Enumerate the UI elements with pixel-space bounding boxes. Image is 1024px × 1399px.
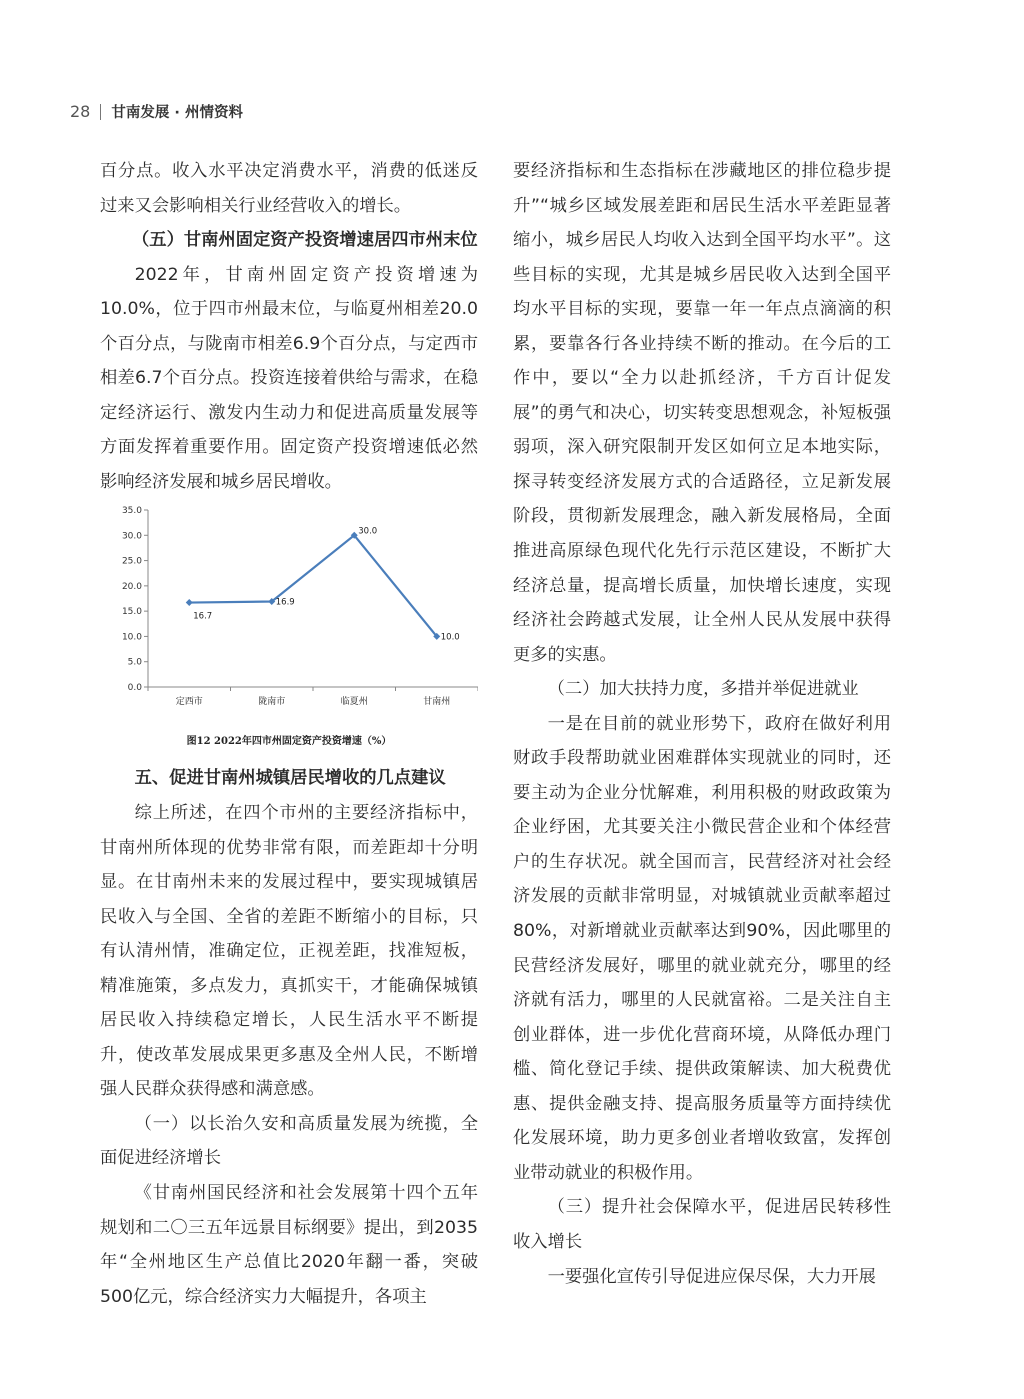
data-label: 16.7 xyxy=(193,612,213,623)
y-tick-label: 35.0 xyxy=(121,506,142,517)
data-label: 30.0 xyxy=(358,526,378,537)
chart-svg xyxy=(100,501,478,737)
left-column xyxy=(100,154,478,1314)
paragraph: 一要强化宣传引导促进应保尽保，大力开展 xyxy=(547,1266,876,1287)
series-line xyxy=(189,536,437,637)
data-label: 16.9 xyxy=(275,598,295,609)
line-chart xyxy=(100,501,478,759)
y-tick-label: 0.0 xyxy=(127,683,142,694)
x-tick-label: 临夏州 xyxy=(340,697,368,708)
paragraph: 《甘南州国民经济和社会发展第十四个五年规划和二〇三五年远景目标纲要》提出，到2035年“全州地区生产总值比2020年翻一番，突破500亿元，综合经济实力大幅提升，各项主 xyxy=(100,1183,478,1307)
paragraph: 要经济指标和生态指标在涉藏地区的排位稳步提升”“城乡区域发展差距和居民生活水平差距显著缩小，城乡居民人均收入达到全国平均水平”。这些目标的实现，尤其是城乡居民收入达到全国平均水平目标的实现，要靠一年一年点点滴滴的积累，要靠各行各业持续不断的推动。在今后的工作中，要以“全力以赴抓经济，千方百计促发展”的勇气和决心，切实转变思想观念，补短板强弱项，深入研究限制开发区如何立足本地实际，探寻转变经济发展方式的合适路径，立足新发展阶段，贯彻新发展理念，融入新发展格局，全面推进高原绿色现代化先行示范区建设，不断扩大经济总量，提高增长质量，加快增长速度，实现经济社会跨越式发展，让全州人民从发展中获得更多的实惠。 xyxy=(513,161,891,665)
y-tick-label: 25.0 xyxy=(121,557,142,568)
subsection-heading-1: （一）以长治久安和高质量发展为统揽，全面促进经济增长 xyxy=(100,1113,478,1169)
page-header xyxy=(70,101,243,122)
paragraph: 2022年，甘南州固定资产投资增速为10.0%，位于四市州最末位，与临夏州相差20.0个百分点，与陇南市相差6.9个百分点，与定西市相差6.7个百分点。投资连接着供给与需求，在稳定经济运行、激发内生动力和促进高质量发展等方面发挥着重要作用。固定资产投资增速低必然影响经济发展和城乡居民增收。 xyxy=(100,264,478,492)
subsection-heading-2: （二）加大扶持力度，多措并举促进就业 xyxy=(547,679,859,700)
x-tick-label: 定西市 xyxy=(175,697,203,708)
paragraph: 百分点。收入水平决定消费水平，消费的低迷反过来又会影响相关行业经营收入的增长。 xyxy=(100,161,478,216)
right-column xyxy=(513,154,891,1294)
page-number: 28 xyxy=(70,102,91,121)
data-point xyxy=(186,600,193,607)
running-title: 甘南发展 · 州情资料 xyxy=(111,105,243,121)
paragraph: 一是在目前的就业形势下，政府在做好利用财政手段帮助就业困难群体实现就业的同时，还要主动为企业分忧解难，利用积极的财政政策为企业纾困，尤其要关注小微民营企业和个体经营户的生存状况。就全国而言，民营经济对社会经济发展的贡献非常明显，对城镇就业贡献率超过80%，对新增就业贡献率达到90%，因此哪里的民营经济发展好，哪里的就业就充分，哪里的经济就有活力，哪里的人民就富裕。二是关注自主创业群体，进一步优化营商环境，从降低办理门槛、简化登记手续、提供政策解读、加大税费优惠、提供金融支持、提高服务质量等方面持续优化发展环境，助力更多创业者增收致富，发挥创业带动就业的积极作用。 xyxy=(513,713,891,1183)
subsection-heading-5: （五）甘南州固定资产投资增速居四市州末位 xyxy=(132,230,478,251)
paragraph: 综上所述，在四个市州的主要经济指标中，甘南州所体现的优势非常有限，而差距却十分明显。在甘南州未来的发展过程中，要实现城镇居民收入与全国、全省的差距不断缩小的目标，只有认清州情，准确定位，正视差距，找准短板，精准施策，多点发力，真抓实干，才能确保城镇居民收入持续稳定增长，人民生活水平不断提升，使改革发展成果更多惠及全州人民，不断增强人民群众获得感和满意感。 xyxy=(100,803,478,1100)
chart-caption: 图12 2022年四市州固定资产投资增速（%） xyxy=(186,736,392,748)
section-heading: 五、促进甘南州城镇居民增收的几点建议 xyxy=(134,768,446,789)
x-tick-label: 陇南市 xyxy=(258,697,286,708)
y-tick-label: 20.0 xyxy=(121,582,142,593)
header-divider xyxy=(100,104,101,120)
y-tick-label: 30.0 xyxy=(121,531,142,542)
y-tick-label: 15.0 xyxy=(121,607,142,618)
x-tick-label: 甘南州 xyxy=(423,697,451,708)
y-tick-label: 10.0 xyxy=(121,632,142,643)
subsection-heading-3: （三）提升社会保障水平，促进居民转移性收入增长 xyxy=(513,1197,891,1252)
data-label: 10.0 xyxy=(440,632,460,643)
y-tick-label: 5.0 xyxy=(127,658,142,669)
